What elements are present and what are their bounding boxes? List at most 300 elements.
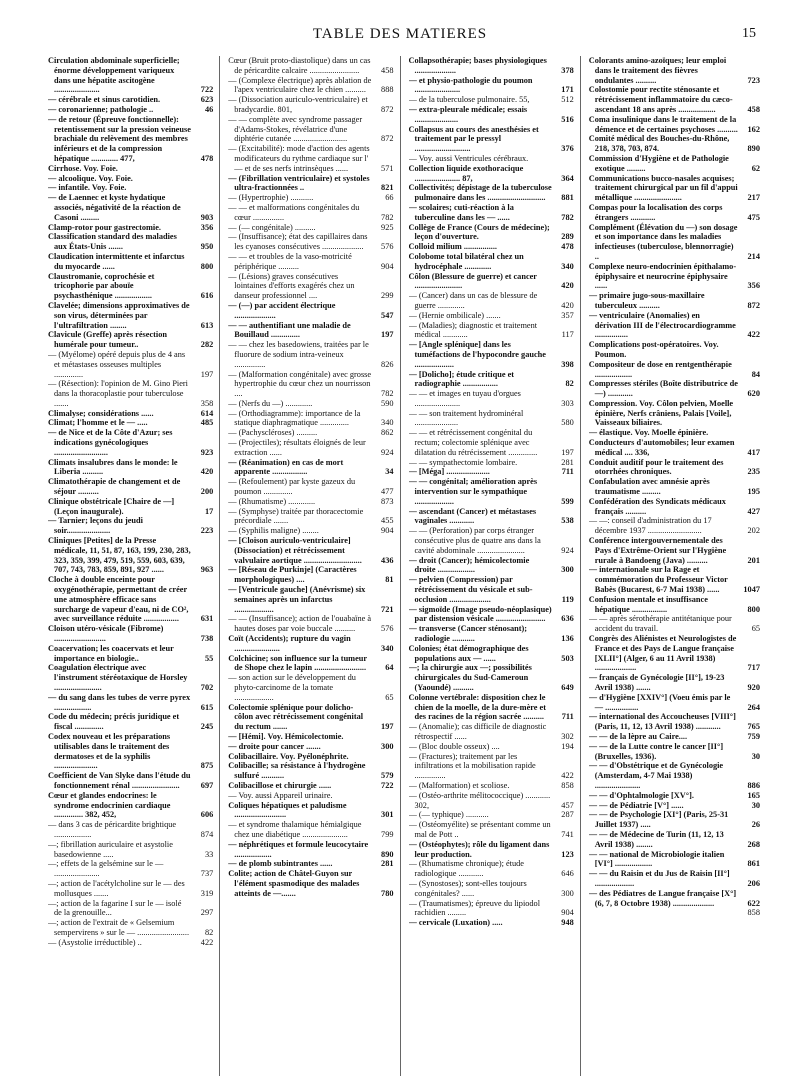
index-entry-text: — des Pédiatres de Langue française [X°] (6, 7, 8 Octobre 1938) ....................	[588, 888, 737, 908]
index-entry-text: — (Hypertrophie) ...........	[228, 193, 314, 203]
index-entry-text: — français de Gynécologie [II°], 19-23 Avril 1938) .......	[588, 673, 725, 692]
index-entry	[409, 859, 574, 879]
index-entry	[48, 918, 213, 938]
index-entry	[228, 477, 393, 497]
index-entry-text: — — d'Obstétrique et de Gynécologie (Amsterdam, 4-7 Mai 1938) ......................	[588, 761, 724, 790]
index-entry	[589, 174, 760, 203]
index-entry-text: — extra-pleurale médicale; essais .....................	[408, 104, 528, 124]
index-entry-page: 357	[561, 310, 574, 320]
index-entry-page: 861	[747, 859, 760, 869]
index-entry-page: 136	[561, 634, 574, 644]
index-entry-page: 924	[561, 545, 574, 555]
index-entry	[228, 497, 393, 507]
index-entry-page: 303	[561, 398, 574, 408]
index-entry	[409, 840, 574, 860]
index-entry-page: 620	[747, 389, 760, 399]
index-entry	[48, 105, 213, 115]
index-entry-page: 925	[381, 222, 394, 232]
index-entry	[589, 693, 760, 713]
index-entry-text: Colorants amino-azoïques; leur emploi dans le traitement des fièvres ondulantes ..........	[588, 56, 727, 85]
index-entry-page: 478	[561, 242, 574, 252]
index-entry-text: — — après sérothérapie antitétanique pour accident du travail.	[588, 614, 732, 634]
index-entry-text: — (Malformation) et scoliose.	[408, 780, 510, 790]
index-entry	[589, 399, 760, 428]
index-entry	[589, 458, 760, 478]
index-entry	[48, 820, 213, 840]
index-entry-page: 950	[200, 242, 214, 252]
index-entry-text: — droit (Cancer); hémicolectomie droite ..................	[408, 555, 530, 575]
index-entry-text: — — son traitement hydrominéral .....................	[408, 408, 524, 428]
index-entry-text: Complément (Élévation du —) son dosage et son importance dans les maladies infectieuses (tuberculose, blennorragie) ..	[588, 222, 738, 261]
index-entry-text: — (Dissociation auriculo-ventriculaire) et bradycardie. 801,	[228, 95, 368, 114]
index-entry-page: 364	[561, 173, 574, 183]
index-entry-text: — élastique. Voy. Moelle épinière.	[588, 428, 709, 438]
index-entry	[409, 321, 574, 341]
index-entry-page: 799	[381, 829, 394, 839]
index-entry-text: — (Complexe électrique) après ablation de l'apex ventriculaire chez le chien ..........	[228, 75, 372, 95]
index-entry	[409, 154, 574, 164]
index-entry-text: — (Pachyscléroses) ..........	[228, 428, 318, 438]
index-column-4	[589, 56, 760, 1076]
index-entry-page: 614	[200, 408, 214, 418]
index-entry	[409, 203, 574, 223]
index-entry	[589, 154, 760, 174]
index-entry-text: Clamp-rotor pour gastrectomie.	[48, 222, 161, 232]
index-entry-page: 924	[381, 447, 394, 457]
index-entry-page: 289	[561, 232, 574, 242]
index-entry	[589, 311, 760, 340]
index-entry-text: — — et rétrécissement congénital du rectum; colectomie splénique avec dilatation du rétrécissement ..............	[408, 428, 538, 457]
index-entry	[48, 164, 213, 174]
index-entry	[409, 605, 574, 625]
index-entry	[48, 477, 213, 497]
index-entry-text: Codex nouveau et les préparations utilisables dans le traitement des dermatoses et de la syphilis .....................	[48, 731, 171, 771]
index-entry-text: —; effets de la gelsémine sur le — ......................	[48, 859, 164, 879]
index-entry-text: Coït (Accidents); rupture du vagin ......................	[228, 634, 351, 653]
index-entry	[589, 85, 760, 114]
index-entry-page: 55	[204, 653, 214, 663]
index-entry-text: — — sympathectomie lombaire.	[408, 457, 518, 467]
index-entry	[409, 820, 574, 840]
index-entry	[409, 722, 574, 742]
index-entry-page: 475	[747, 212, 760, 222]
index-entry-text: — (Ostéomyélite) se présentant comme un mal de Pott ..	[408, 820, 551, 839]
index-entry	[228, 654, 393, 674]
index-entry-text: — (Malformation congénitale) avec grosse hypertrophie du cœur chez un nourrisson ....	[228, 369, 372, 399]
index-entry	[409, 477, 574, 506]
index-entry-page: 422	[561, 771, 574, 781]
index-entry	[589, 223, 760, 262]
index-entry	[228, 536, 393, 565]
index-entry-page: 194	[561, 741, 574, 751]
index-entry	[589, 262, 760, 291]
index-entry	[48, 428, 213, 457]
index-entry-text: Collectivités; dépistage de la tuberculose pulmonaire dans les ............................	[408, 183, 552, 203]
index-entry-text: — cervicale (Luxation) .....	[408, 918, 503, 928]
index-entry-text: — (—) par accident électrique ....................	[228, 300, 336, 320]
index-entry-text: Colectomie splénique pour dolicho-côlon avec rétrécissement congénital du rectum .......	[228, 702, 364, 732]
index-entry-page: 281	[381, 859, 394, 869]
index-entry-text: — cérébrale et sinus carotidien.	[48, 95, 161, 105]
index-entry-text: — alcoolique. Voy. Foie.	[48, 173, 133, 183]
index-entry-text: — — et images en tuyau d'orgues ......................	[408, 389, 521, 408]
index-entry	[48, 223, 213, 233]
index-entry-page: 420	[561, 281, 574, 291]
index-entry-page: 201	[747, 555, 760, 565]
index-entry-text: — — de Psychologie [XI°] (Paris, 25-31 Juillet 1937) .....	[588, 810, 729, 830]
index-entry-page: 457	[561, 800, 574, 810]
index-entry-page: 873	[381, 496, 394, 506]
index-entry-text: — (Fibrillation ventriculaire) et systoles ultra-fractionnées ..	[228, 173, 370, 193]
index-entry-page: 206	[747, 878, 760, 888]
index-entry	[228, 301, 393, 321]
index-entry-text: — (Symphyse) traitée par thoracectomie précordiale .......	[228, 506, 364, 526]
index-entry-page: 872	[381, 104, 394, 114]
index-entry-page: 722	[381, 780, 394, 790]
index-entry	[228, 223, 393, 233]
index-entry-page: 571	[381, 163, 394, 173]
index-entry-text: — (Refoulement) par kyste gazeux du poumon ..............	[228, 477, 356, 497]
index-entry-text: —; la chirurgie aux —; possibilités chirurgicales du Sud-Cameroun (Yaoundé) ..........	[408, 663, 532, 692]
index-entry-page: 547	[381, 310, 394, 320]
index-entry	[48, 938, 213, 948]
index-entry-text: Colonies; état démographique des populations aux — ......	[408, 643, 529, 663]
index-entry-text: — (Lésions) graves consécutives lointaines d'efforts exagérés chez un danseur professionnel ....	[228, 271, 355, 301]
index-entry	[409, 389, 574, 409]
index-entry-text: Climats insalubres dans le monde: le Liberia ..........	[48, 457, 178, 477]
index-entry-text: — (Projectiles); résultats éloignés de leur extraction ......	[228, 438, 366, 457]
index-entry-text: — (Synostoses); sont-elles toujours congénitales? ......	[408, 878, 527, 898]
index-entry-page: 722	[200, 85, 214, 95]
index-entry	[409, 428, 574, 457]
index-entry	[48, 791, 213, 820]
index-entry	[589, 889, 760, 909]
index-entry-text: — — d'Ophtalmologie [XV°].	[588, 790, 694, 800]
index-entry-text: Colloid milium ................	[408, 242, 498, 252]
index-entry-text: — infantile. Voy. Foie.	[48, 183, 127, 193]
index-entry	[589, 115, 760, 135]
index-entry	[409, 791, 574, 811]
index-entry	[48, 458, 213, 478]
index-entry-page: 904	[381, 526, 394, 536]
index-entry	[409, 340, 574, 369]
index-entry-text: — de plomb subintrantes ......	[228, 859, 333, 869]
index-entry	[48, 301, 213, 330]
index-entry-text: — de Laennec et kyste hydatique associés, négativité de la réaction de Casoni .........	[48, 193, 181, 222]
index-entry	[48, 771, 213, 791]
index-entry-page: 356	[747, 281, 760, 291]
index-entry-page: 84	[751, 369, 760, 379]
index-entry-text: — droite pour cancer .......	[228, 741, 321, 751]
index-entry-page: 340	[561, 261, 574, 271]
index-entry-page: 780	[381, 888, 394, 898]
index-entry-text: — — et malformations congénitales du cœur ...............	[228, 202, 360, 222]
index-entry-text: Coma insulinique dans le traitement de la démence et de certaines psychoses ..........	[588, 114, 738, 134]
index-entry-page: 299	[381, 291, 394, 301]
index-entry-text: — [Angle splénique] dans les tuméfactions de l'hypocondre gauche ...................	[408, 340, 546, 369]
index-entry-text: — (Rhumatisme) .............	[228, 496, 316, 506]
index-entry-page: 268	[747, 839, 760, 849]
index-entry	[589, 428, 760, 438]
index-entry	[409, 370, 574, 390]
index-entry-page: 30	[751, 751, 760, 761]
index-entry	[228, 56, 393, 76]
index-entry-page: 378	[561, 65, 574, 75]
index-entry	[48, 272, 213, 301]
index-entry	[228, 585, 393, 614]
index-entry-text: Cœur (Bruit proto-diastolique) dans un cas de péricardite calcaire ........................	[228, 56, 371, 75]
index-entry-text: —; fibrillation auriculaire et asystolie basedowienne .....	[48, 839, 173, 859]
index-entry-page: 858	[561, 780, 574, 790]
index-entry-page: 576	[381, 242, 394, 252]
index-columns	[48, 56, 760, 1076]
index-entry-page: 420	[561, 300, 574, 310]
index-entry-text: — — complète avec syndrome passager d'Adams-Stokes, révélatrice d'une diphtérie cutanée ..........................	[228, 114, 363, 144]
index-entry	[409, 164, 574, 184]
index-entry-text: — son action sur le développement du phyto-carcinome de la tomate ...................	[228, 673, 356, 702]
index-entry-page: 737	[200, 869, 214, 879]
index-entry	[228, 252, 393, 272]
index-entry	[228, 321, 393, 341]
index-entry-page: 458	[381, 65, 394, 75]
index-entry	[589, 536, 760, 565]
index-entry	[589, 595, 760, 615]
index-entry-text: Colibacillose et chirurgie ......	[228, 780, 332, 790]
index-entry	[228, 732, 393, 742]
index-entry-page: 738	[200, 634, 214, 644]
index-entry-page: 920	[747, 683, 760, 692]
index-entry-page: 782	[561, 212, 574, 222]
index-entry	[48, 193, 213, 222]
index-entry-text: — (Cancer) dans un cas de blessure de guerre .............	[408, 291, 538, 310]
index-entry-text: — — congénital; amélioration après intervention sur le sympathique ...................	[408, 477, 538, 506]
index-entry	[589, 810, 760, 830]
index-entry	[228, 232, 393, 252]
index-entry	[228, 370, 393, 399]
index-entry	[228, 634, 393, 654]
index-entry-text: — (Myélome) opéré depuis plus de 4 ans et métastases osseuses multiples ..............	[48, 349, 186, 379]
index-entry	[589, 742, 760, 762]
index-entry-text: Complexe neuro-endocrinien épithalamo-épiphysaire et neurocrine épiphysaire ......	[588, 261, 737, 291]
index-entry	[589, 565, 760, 594]
index-entry-text: — d'Hygiène [XXIV°] (Voeu émis par le — ................	[588, 692, 731, 712]
index-entry	[228, 340, 393, 369]
index-entry	[589, 291, 760, 311]
index-entry-text: Coacervation; les coacervats et leur importance en biologie..	[48, 643, 174, 663]
index-entry-text: — (Maladies); diagnostic et traitement médical ............	[408, 320, 538, 340]
index-entry-page: 319	[200, 888, 214, 898]
index-entry	[589, 497, 760, 517]
index-entry-page: 223	[200, 526, 214, 536]
index-entry-page: 717	[747, 663, 760, 673]
index-entry-page: 64	[385, 663, 394, 673]
page-header	[0, 26, 800, 50]
index-entry-text: — de Nice et de la Côte d'Azur; ses indications gynécologiques ..........................	[48, 428, 173, 457]
index-entry-text: — — de Pédiatrie [V°] ......	[588, 800, 684, 810]
index-entry-text: Compas pour la localisation des corps étrangers ............	[588, 202, 723, 222]
index-entry-text: — — de la Lutte contre le cancer [II°] (Bruxelles, 1936).	[588, 741, 724, 761]
index-entry	[228, 95, 393, 115]
index-entry	[48, 174, 213, 184]
index-entry-page: 340	[381, 643, 394, 653]
index-entry-text: Cirrhose. Voy. Foie.	[48, 163, 118, 173]
index-entry-page: 217	[747, 193, 760, 203]
index-entry-text: — (Résection): l'opinion de M. Gino Pieri dans la thoracoplastie pour tuberculose .......	[48, 379, 188, 408]
index-entry	[409, 663, 574, 692]
index-entry	[589, 850, 760, 870]
index-entry	[228, 526, 393, 536]
index-entry-text: — de la tuberculose pulmonaire. 55,	[408, 95, 530, 105]
index-entry-text: — Tarnier; leçons du jeudi soir.....................	[48, 516, 143, 536]
index-entry	[48, 712, 213, 732]
index-entry	[48, 409, 213, 419]
index-entry-text: — sigmoïde (Image pseudo-néoplasique) par distension vésicale ........................	[408, 604, 552, 624]
index-entry-text: — — et troubles de la vaso-motricité périphérique ..........	[228, 251, 352, 271]
index-entry-page: 599	[561, 496, 574, 506]
index-entry	[228, 115, 393, 144]
index-entry	[589, 516, 760, 536]
index-entry-page: 123	[561, 849, 574, 859]
index-entry	[228, 76, 393, 96]
index-entry-page: 903	[200, 212, 214, 222]
index-entry	[48, 644, 213, 664]
index-entry-page: 872	[381, 134, 394, 144]
index-entry-text: Circulation abdominale superficielle; énorme développement variqueux dans une hépatite ascitogène ......................	[48, 56, 180, 95]
index-entry-page: 398	[561, 359, 574, 369]
index-entry-page: 26	[751, 820, 760, 830]
index-entry	[589, 614, 760, 634]
index-entry-page: 503	[561, 653, 574, 663]
index-entry	[409, 693, 574, 722]
index-entry-page: 886	[747, 780, 760, 790]
index-entry-page: 741	[561, 829, 574, 839]
index-entry-page: 782	[381, 212, 394, 222]
index-entry-text: — (Rhumatisme chronique); étude radiologique ............	[408, 859, 524, 879]
index-entry-text: — de retour (Épreuve fonctionnelle): retentissement sur la pression veineuse brachiale du relèvement des membres inférieurs et de la compression hépatique ............. 477,	[48, 114, 191, 163]
index-entry	[48, 183, 213, 193]
index-entry-page: 458	[747, 104, 760, 114]
index-entry-page: 711	[561, 467, 574, 477]
index-entry-page: 800	[747, 604, 760, 614]
index-entry	[228, 272, 393, 301]
index-entry-page: 30	[751, 800, 760, 810]
index-entry-text: — (Réanimation) en cas de mort apparente .................	[228, 457, 344, 477]
index-entry-text: — [Dolicho]; étude critique et radiographie .................	[408, 369, 515, 389]
index-entry-page: 65	[751, 624, 760, 634]
index-entry-page: 622	[747, 898, 760, 908]
index-entry	[409, 575, 574, 604]
index-entry	[589, 673, 760, 693]
index-entry	[589, 801, 760, 811]
index-entry-text: Côlon (Blessure de guerre) et cancer .......................	[408, 271, 537, 291]
index-entry	[409, 742, 574, 752]
index-entry-page: 765	[747, 722, 760, 732]
index-entry-text: — — (Perforation) par corps étranger consécutive plus de quatre ans dans la cavité abdominale .......................	[408, 526, 541, 555]
index-entry	[589, 634, 760, 673]
index-entry-page: 214	[747, 251, 760, 261]
index-entry-text: — — (Insuffisance); action de l'ouabaïne à hautes doses par voie buccale ..........	[228, 614, 372, 634]
index-entry-text: Climatothérapie de changement et de séjour ..........	[48, 477, 181, 497]
index-entry-text: — et physio-pathologie du poumon ......................	[408, 75, 533, 95]
index-entry	[48, 115, 213, 164]
index-entry	[589, 869, 760, 889]
index-entry-text: Clavicule (Greffe) après résection humérale pour tumeur..	[48, 330, 167, 350]
index-entry-page: 875	[200, 761, 214, 771]
index-entry-text: — néphrétiques et formule leucocytaire ..................	[228, 839, 369, 859]
index-entry-text: — (— congénitale) ..........	[228, 222, 316, 232]
index-entry-page: 697	[200, 780, 214, 790]
index-entry	[48, 693, 213, 713]
index-entry-page: 759	[747, 731, 760, 741]
index-entry-text: — — chez les basedowiens, traitées par le fluorure de sodium intra-veineux ...............	[228, 340, 369, 369]
index-entry-text: Comité médical des Bouches-du-Rhône, 218, 378, 703, 874.	[588, 134, 730, 154]
index-entry-page: 287	[561, 810, 574, 820]
index-entry-page: 649	[561, 683, 574, 692]
index-entry-text: — — de la lèpre au Caire....	[588, 731, 688, 741]
index-entry-text: Collège de France (Cours de médecine); leçon d'ouverture.	[408, 222, 550, 242]
index-entry	[228, 203, 393, 223]
index-entry	[409, 781, 574, 791]
index-entry-text: Coagulation électrique avec l'instrument stéréotaxique de Horsley .......................	[48, 663, 188, 692]
index-entry	[409, 810, 574, 820]
index-entry	[409, 291, 574, 311]
index-entry	[48, 899, 213, 919]
index-entry	[409, 105, 574, 125]
index-entry-text: — Voy. aussi Appareil urinaire.	[228, 790, 333, 800]
index-entry-text: — coronarienne; pathologie ..	[48, 104, 154, 114]
index-entry	[228, 781, 393, 791]
index-entry-page: 646	[561, 869, 574, 879]
index-entry-text: Coefficient de Van Slyke dans l'étude du fonctionnement rénal .......................	[48, 771, 191, 790]
index-entry-text: Conduit auditif pour le traitement des otorrhées chroniques.	[588, 457, 724, 477]
index-entry-text: Colostomie pour rectite sténosante et rétrécissement inflammatoire du cæco-ascendant 18 ans après ..................	[588, 85, 733, 114]
index-entry	[228, 428, 393, 438]
index-entry-text: — (Syphilis maligne) ........	[228, 526, 319, 536]
index-entry-page: 33	[204, 849, 214, 859]
index-entry-text: — pelvien (Compression) par rétrécissement du vésicale et sub-occlusion ....................	[408, 575, 533, 604]
index-entry-page: 422	[747, 330, 760, 340]
index-entry-page: 890	[381, 849, 394, 859]
index-entry	[409, 644, 574, 664]
index-entry-page: 821	[381, 183, 394, 193]
index-entry	[409, 624, 574, 644]
index-entry	[228, 458, 393, 478]
index-entry-page: 281	[561, 457, 574, 467]
index-entry-page: 162	[747, 124, 760, 134]
index-column-1	[48, 56, 220, 1076]
index-entry-page: 721	[381, 604, 394, 614]
index-entry	[228, 193, 393, 203]
index-entry-text: — (Traumatismes); épreuve du lipiodol rachidien .........	[408, 898, 541, 918]
index-entry-page: 165	[747, 790, 760, 800]
index-entry-page: 200	[200, 487, 214, 497]
index-entry-text: Clinique obstétricale [Chaire de —] (Leçon inaugurale).	[48, 496, 175, 516]
index-entry	[589, 712, 760, 732]
index-entry-page: 46	[204, 104, 214, 114]
index-entry-page: 436	[381, 555, 394, 565]
index-entry	[589, 56, 760, 85]
index-entry-page: 512	[561, 95, 574, 105]
index-entry	[48, 232, 213, 252]
index-entry-text: — (Bloc double osseux) ....	[408, 741, 500, 751]
index-entry	[228, 614, 393, 634]
index-entry	[48, 330, 213, 350]
index-entry	[48, 516, 213, 536]
index-entry-text: — (Anomalie); cas difficile de diagnostic rétrospectif ......	[408, 722, 547, 741]
index-entry	[409, 918, 574, 928]
index-entry-text: — [Cloison auriculo-ventriculaire] (Dissociation) et rétrécissement valvulaire aortique ............................	[228, 536, 362, 565]
index-entry-page: 117	[561, 330, 574, 340]
